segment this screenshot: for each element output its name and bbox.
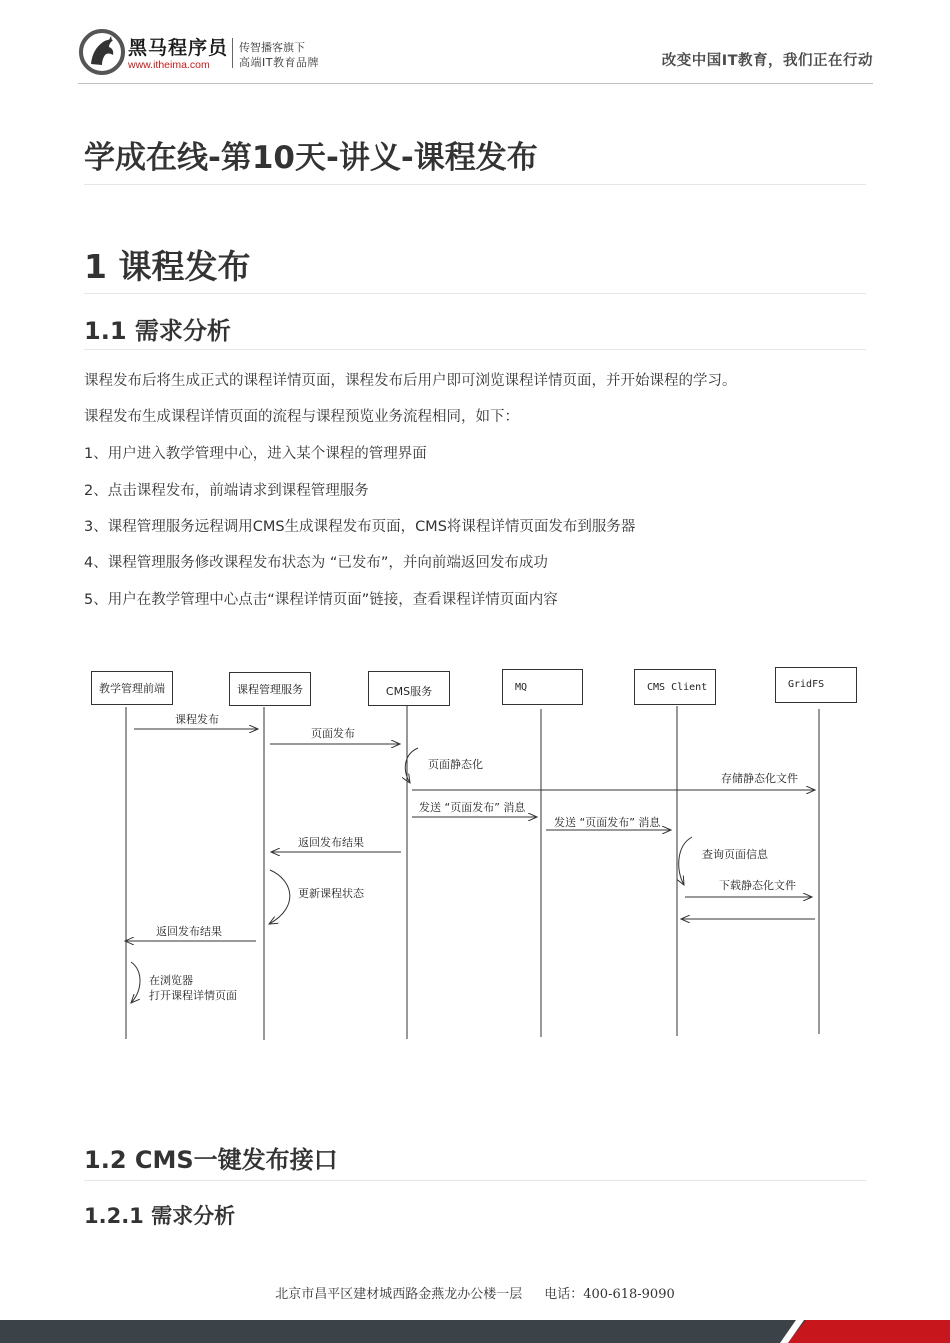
- step-4: 4、课程管理服务修改课程发布状态为 “已发布”，并向前端返回发布成功: [84, 555, 548, 571]
- subsection-divider-2: [84, 1180, 866, 1181]
- footer-phone: 电话：400-618-9090: [544, 1287, 675, 1302]
- subsection-divider: [84, 349, 866, 350]
- footer-address: 北京市昌平区建材城西路金燕龙办公楼一层: [275, 1287, 523, 1302]
- step-3: 3、课程管理服务远程调用CMS生成课程发布页面，CMS将课程详情页面发布到服务器: [84, 519, 636, 535]
- brand-url[interactable]: www.itheima.com: [128, 59, 210, 71]
- participant-cms-client: CMS Client: [634, 669, 716, 705]
- brand-tagline-2: 高端IT教育品牌: [239, 56, 319, 69]
- paragraph-intro: 课程发布后将生成正式的课程详情页面，课程发布后用户即可浏览课程详情页面，并开始课程的学习。: [84, 373, 737, 389]
- step-1: 1、用户进入教学管理中心，进入某个课程的管理界面: [84, 446, 427, 462]
- brand-divider: [232, 38, 233, 68]
- msg-update-status: 更新课程状态: [298, 887, 364, 900]
- msg-page-publish: 页面发布: [311, 727, 355, 740]
- msg-course-publish: 课程发布: [175, 713, 219, 726]
- msg-return-result-2: 返回发布结果: [156, 925, 222, 938]
- page-header: [78, 26, 873, 84]
- msg-page-static: 页面静态化: [428, 758, 483, 771]
- msg-send-publish-1: 发送 “页面发布” 消息: [419, 801, 526, 814]
- msg-send-publish-2: 发送 “页面发布” 消息: [554, 816, 661, 829]
- msg-download-static: 下载静态化文件: [719, 879, 796, 892]
- footer-contact: [0, 1283, 950, 1302]
- msg-browser-line-1: 在浏览器: [149, 974, 193, 987]
- msg-return-result-1: 返回发布结果: [298, 836, 364, 849]
- paragraph-flow: 课程发布生成课程详情页面的流程与课程预览业务流程相同，如下：: [84, 409, 519, 425]
- subsection-heading-1-2: 1.2 CMS一键发布接口: [84, 1146, 338, 1174]
- brand-tagline-1: 传智播客旗下: [239, 41, 305, 54]
- horse-logo-icon: [78, 28, 126, 76]
- participant-frontend: 教学管理前端: [91, 671, 173, 705]
- step-5: 5、用户在教学管理中心点击“课程详情页面”链接，查看课程详情页面内容: [84, 592, 558, 608]
- document-title: 学成在线-第10天-讲义-课程发布: [84, 140, 538, 176]
- section-heading-1: 1 课程发布: [84, 247, 251, 286]
- participant-mq: MQ: [502, 669, 583, 705]
- msg-store-static: 存储静态化文件: [721, 772, 798, 785]
- brand-name: 黑马程序员: [128, 37, 229, 59]
- subsubsection-heading-1-2-1: 1.2.1 需求分析: [84, 1204, 236, 1228]
- participant-course-service: 课程管理服务: [229, 672, 311, 706]
- step-2: 2、点击课程发布，前端请求到课程管理服务: [84, 483, 369, 499]
- title-divider: [84, 184, 866, 185]
- msg-browser-line-2: 打开课程详情页面: [149, 989, 237, 1002]
- subsection-heading-1-1: 1.1 需求分析: [84, 317, 231, 345]
- sequence-diagram: [88, 662, 863, 1047]
- footer-accent: [788, 1320, 950, 1343]
- participant-gridfs: GridFS: [775, 667, 857, 703]
- header-slogan: 改变中国IT教育，我们正在行动: [661, 53, 873, 69]
- section-divider: [84, 293, 866, 294]
- participant-cms-service: CMS服务: [368, 671, 450, 706]
- msg-query-page: 查询页面信息: [702, 848, 768, 861]
